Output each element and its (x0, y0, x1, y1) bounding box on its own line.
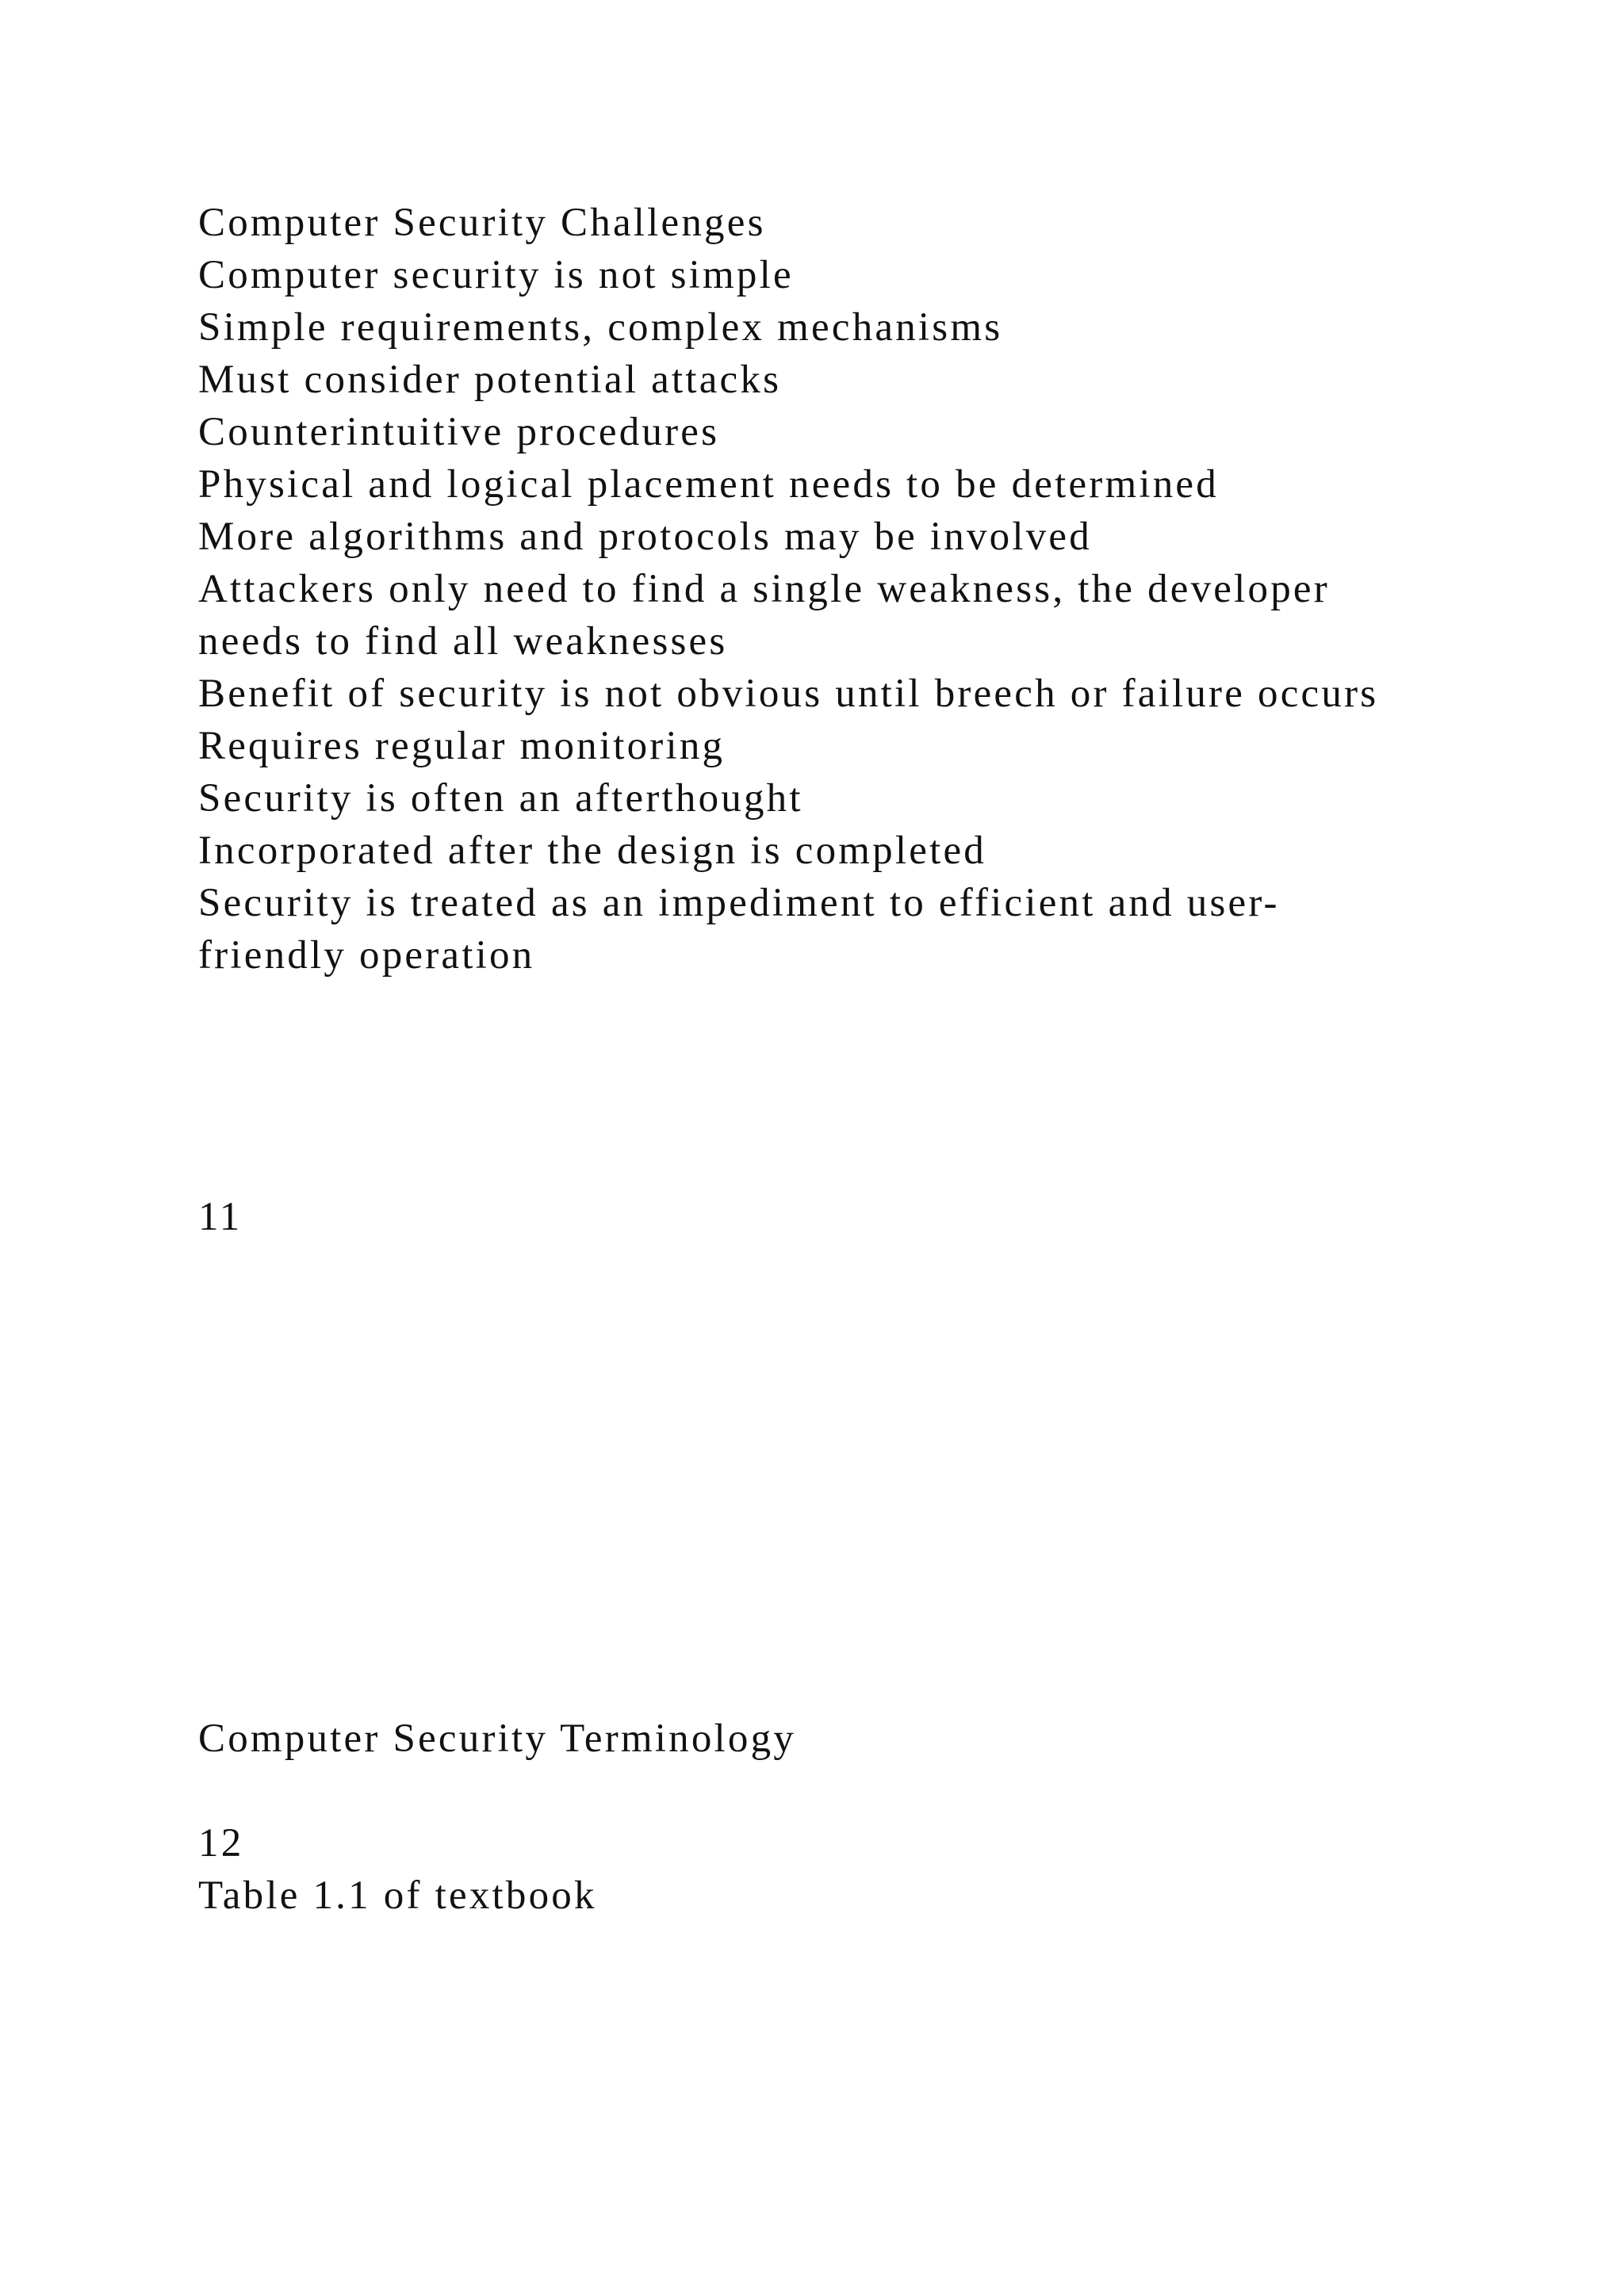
text-line: Benefit of security is not obvious until breech or failure occurs (198, 672, 1379, 716)
section-title-challenges: Computer Security Challenges (198, 201, 766, 245)
text-line: More algorithms and protocols may be involved (198, 515, 1092, 559)
text-line: Security is treated as an impediment to efficient and user- (198, 881, 1280, 925)
table-caption: Table 1.1 of textbook (198, 1873, 597, 1918)
text-line: friendly operation (198, 933, 535, 978)
text-line: needs to find all weaknesses (198, 619, 728, 664)
text-line: Simple requirements, complex mechanisms (198, 305, 1003, 350)
text-line: Physical and logical placement needs to be determined (198, 462, 1219, 507)
text-line: Security is often an afterthought (198, 776, 803, 821)
section-title-terminology: Computer Security Terminology (198, 1716, 797, 1761)
text-line: Requires regular monitoring (198, 724, 726, 768)
text-line: Counterintuitive procedures (198, 410, 720, 454)
page-number: 11 (198, 1195, 243, 1239)
text-line: Incorporated after the design is completed (198, 828, 986, 873)
page-number: 12 (198, 1821, 244, 1866)
text-line: Computer security is not simple (198, 253, 794, 297)
text-line: Must consider potential attacks (198, 358, 782, 402)
text-line: Attackers only need to find a single weakness, the developer (198, 567, 1330, 611)
